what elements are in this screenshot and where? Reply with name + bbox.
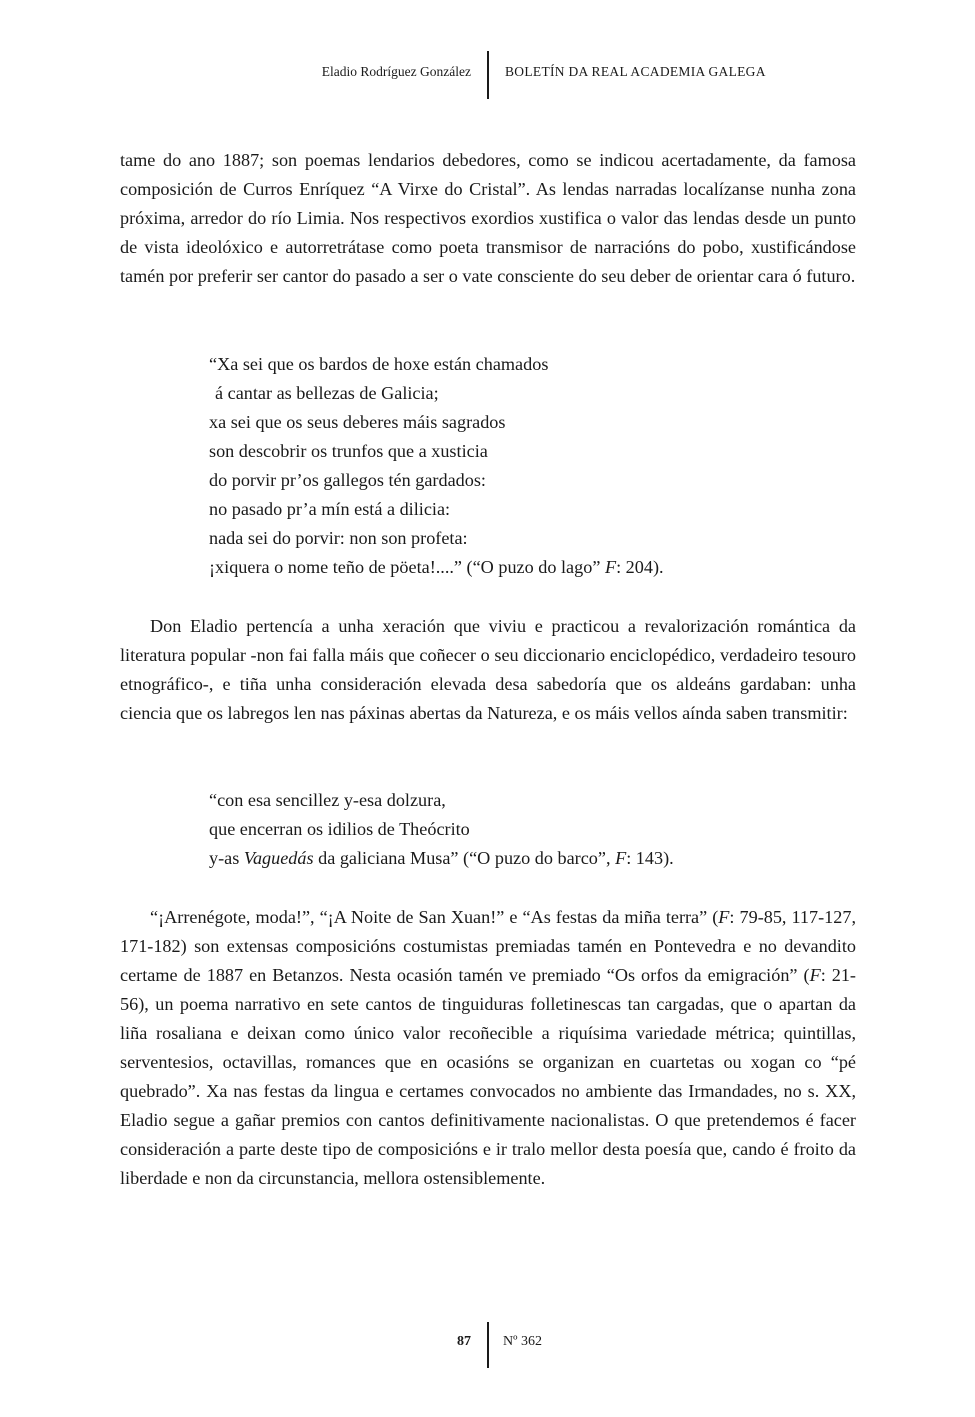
source-abbrev: F bbox=[604, 557, 617, 577]
verse-line: son descobrir os trunfos que a xusticia bbox=[209, 441, 488, 461]
verse-line-last bbox=[209, 553, 829, 582]
paragraph-1: tame do ano 1887; son poemas lendarios debedores, como se indicou acertadamente, da famosa composición de Curros Enríquez “A Virxe do Cristal”. As lendas narradas localízanse nunha zona próxima, arredor do río Limia. Nos respectivos exordios xustifica o valor das lendas desde un punto de vista ideolóxico e autorretrátase como poeta transmisor de narracións do pobo, xustificándose tamén por preferir ser cantor do pasado a ser o vate consciente do seu deber de orientar cara ó futuro. bbox=[120, 150, 856, 286]
source-abbrev: F bbox=[615, 848, 627, 868]
header-divider bbox=[487, 51, 489, 99]
verse-line: do porvir pr’os gallegos tén gardados: bbox=[209, 470, 486, 490]
verse-line: “Xa sei que os bardos de hoxe están chamados bbox=[209, 354, 549, 374]
source-abbrev: F bbox=[718, 907, 730, 927]
verse-quote-2 bbox=[209, 786, 829, 873]
verse-text: ¡xiquera o nome teño de pöeta!....” (“O puzo do lago” bbox=[209, 557, 605, 577]
footer-divider bbox=[487, 1322, 489, 1368]
page-number: 87 bbox=[457, 1334, 471, 1349]
verse-quote-1 bbox=[209, 350, 829, 582]
verse-line: á cantar as bellezas de Galicia; bbox=[215, 383, 439, 403]
verse-text: y-as bbox=[209, 848, 244, 868]
header-journal-title: BOLETÍN DA REAL ACADEMIA GALEGA bbox=[505, 64, 766, 79]
citation: : 204). bbox=[616, 557, 664, 577]
verse-line-last bbox=[209, 844, 829, 873]
issue-number: Nº 362 bbox=[503, 1334, 542, 1349]
source-abbrev: F bbox=[809, 965, 821, 985]
verse-line: no pasado pr’a mín está a dilicia: bbox=[209, 499, 451, 519]
verse-line: que encerran os idilios de Theócrito bbox=[209, 819, 470, 839]
verse-text: da galiciana Musa” (“O puzo do barco”, bbox=[313, 848, 616, 868]
paragraph-2: Don Eladio pertencía a unha xeración que viviu e practicou a revalorización romántica da literatura popular -non fai falla máis que coñecer o seu diccionario enciclopédico, verdadeiro tesouro etnográfico-, e tiña unha consideración elevada desa sabedoría que os aldeáns gardaban: unha ciencia que os labregos len nas páxinas abertas da Natureza, e os máis vellos aínda saben transmitir: bbox=[120, 616, 856, 723]
verse-line: xa sei que os seus deberes máis sagrados bbox=[209, 412, 506, 432]
italic-title: Vaguedás bbox=[243, 848, 314, 868]
header-author: Eladio Rodríguez González bbox=[321, 64, 471, 79]
paragraph-3 bbox=[120, 903, 856, 1193]
paragraph-text: : 79-85, 117-127, 171-182) son extensas composicións costumistas premiadas tamén en Pontevedra e no devandito certame de 1887 en Betanzos. Nesta ocasión tamén ve premiado “Os orfos da emigración” ( bbox=[120, 907, 856, 985]
verse-line: nada sei do porvir: non son profeta: bbox=[209, 528, 468, 548]
paragraph-text: : 21-56), un poema narrativo en sete cantos de tinguiduras folletinescas tan cargadas, que o apartan da liña rosaliana e deixan como único valor recoñecible a riquísima variedade métrica; quintillas, serventesios, octavillas, romances que en ocasións se organizan en cuartetas ou xogan co “pé quebrado”. Xa nas festas da lingua e certames convocados no ambiente das Irmandades, no s. XX, Eladio segue a gañar premios con cantos definitivamente nacionalistas. O que pretendemos é facer consideración a parte deste tipo de composicións e ir tralo mellor desta poesía que, cando é froito da liberdade e non da circunstancia, mellora ostensiblemente. bbox=[120, 965, 856, 1188]
verse-line: “con esa sencillez y-esa dolzura, bbox=[209, 790, 446, 810]
paragraph-text: “¡Arrenégote, moda!”, “¡A Noite de San Xuan!” e “As festas da miña terra” ( bbox=[150, 907, 719, 927]
citation: : 143). bbox=[626, 848, 674, 868]
